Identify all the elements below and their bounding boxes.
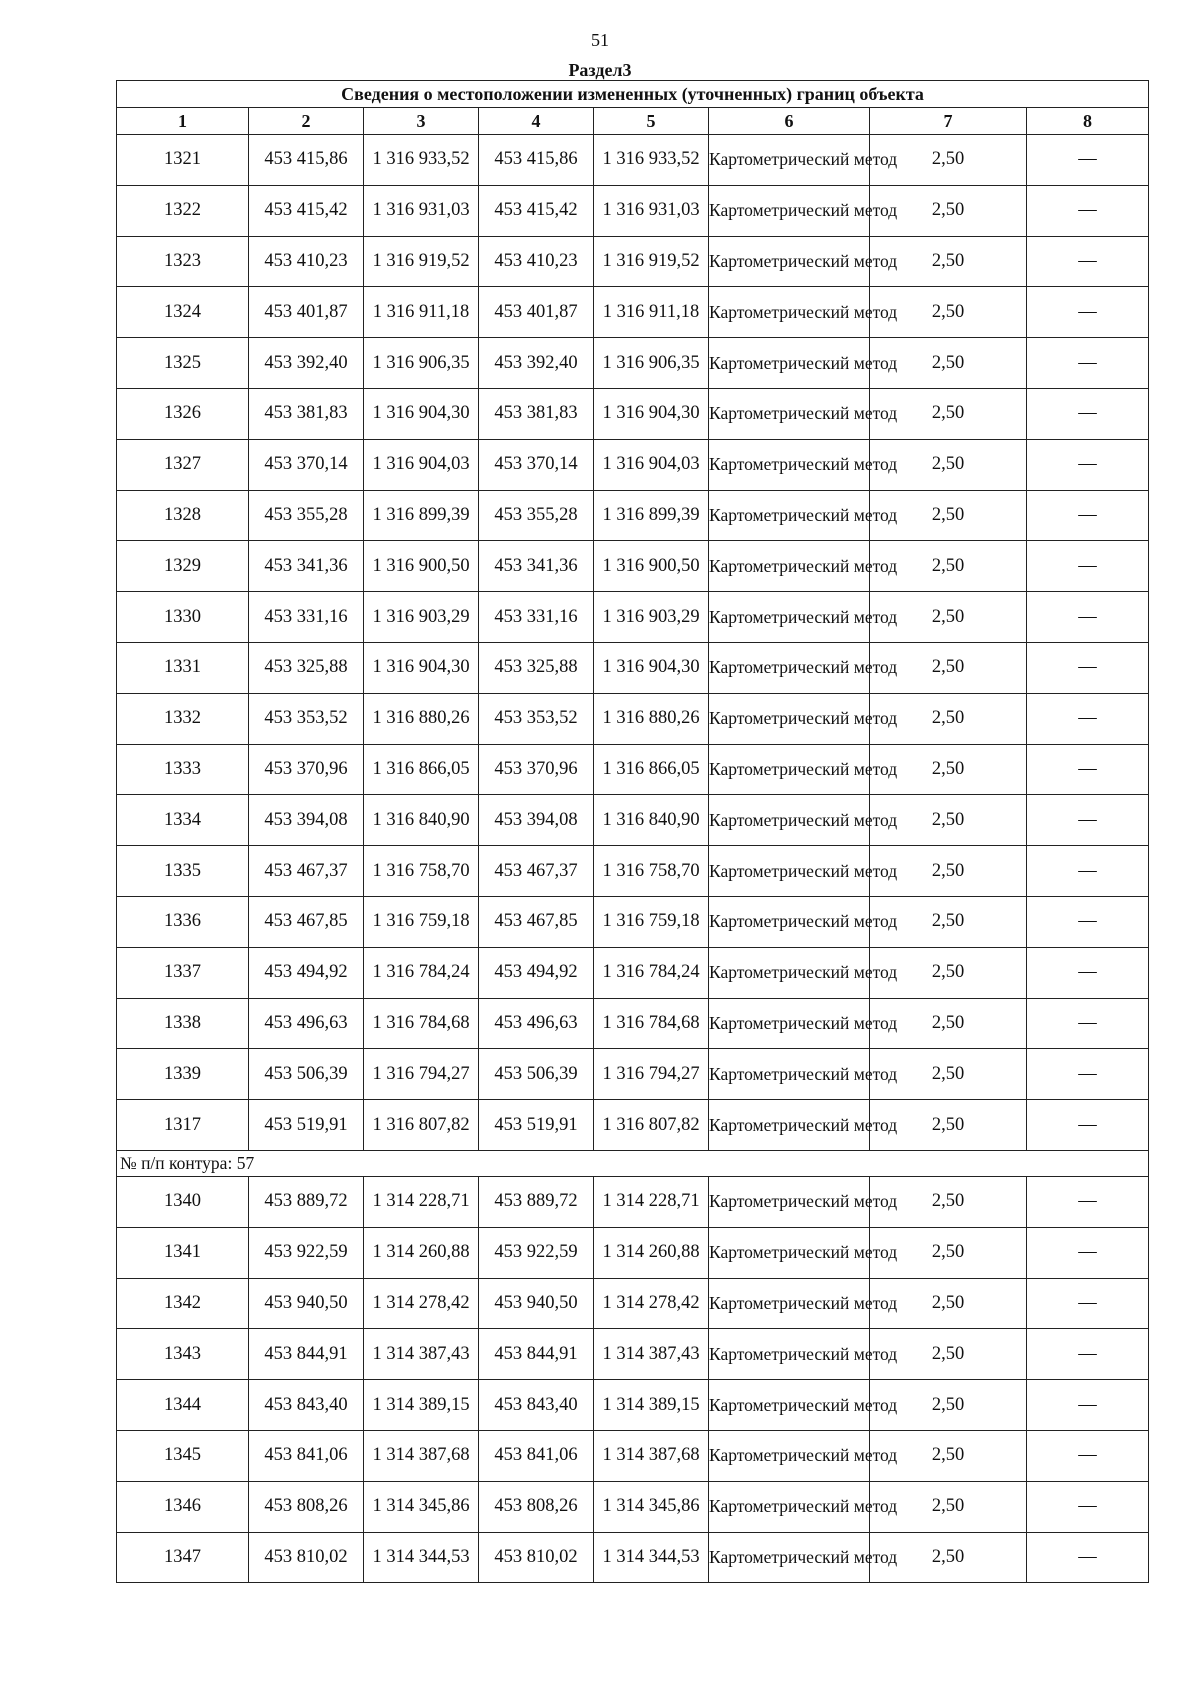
precision-cell: 2,50 (870, 338, 1027, 389)
x-old-cell: 453 506,39 (249, 1049, 364, 1100)
point-id-cell: 1331 (117, 642, 249, 693)
y-new-cell: 1 314 389,15 (594, 1380, 709, 1431)
point-id-cell: 1321 (117, 135, 249, 186)
point-id-cell: 1346 (117, 1481, 249, 1532)
y-old-cell: 1 316 933,52 (364, 135, 479, 186)
point-id-cell: 1324 (117, 287, 249, 338)
table-row (117, 1532, 1149, 1583)
x-old-cell: 453 370,96 (249, 744, 364, 795)
y-new-cell: 1 316 933,52 (594, 135, 709, 186)
note-cell: — (1027, 287, 1149, 338)
x-old-cell: 453 844,91 (249, 1329, 364, 1380)
y-new-cell: 1 316 904,30 (594, 388, 709, 439)
point-id-cell: 1325 (117, 338, 249, 389)
table-row (117, 287, 1149, 338)
y-new-cell: 1 314 387,68 (594, 1430, 709, 1481)
method-cell: Картометрический метод (709, 998, 870, 1049)
point-id-cell: 1340 (117, 1176, 249, 1227)
table-caption: Сведения о местоположении измененных (уточненных) границ объекта (117, 81, 1149, 108)
column-number: 3 (364, 108, 479, 135)
note-cell: — (1027, 338, 1149, 389)
method-cell: Картометрический метод (709, 287, 870, 338)
y-old-cell: 1 316 900,50 (364, 541, 479, 592)
table-row (117, 439, 1149, 490)
table-row (117, 1227, 1149, 1278)
x-new-cell: 453 370,14 (479, 439, 594, 490)
x-new-cell: 453 467,85 (479, 896, 594, 947)
precision-cell: 2,50 (870, 1100, 1027, 1151)
method-cell: Картометрический метод (709, 592, 870, 643)
x-new-cell: 453 370,96 (479, 744, 594, 795)
table-row (117, 1380, 1149, 1431)
note-cell: — (1027, 744, 1149, 795)
x-new-cell: 453 392,40 (479, 338, 594, 389)
note-cell: — (1027, 693, 1149, 744)
y-new-cell: 1 314 228,71 (594, 1176, 709, 1227)
x-old-cell: 453 415,86 (249, 135, 364, 186)
x-old-cell: 453 843,40 (249, 1380, 364, 1431)
precision-cell: 2,50 (870, 1430, 1027, 1481)
section-title: Раздел3 (568, 60, 632, 80)
precision-cell: 2,50 (870, 1329, 1027, 1380)
y-new-cell: 1 316 794,27 (594, 1049, 709, 1100)
x-new-cell: 453 496,63 (479, 998, 594, 1049)
x-old-cell: 453 889,72 (249, 1176, 364, 1227)
y-old-cell: 1 316 904,03 (364, 439, 479, 490)
y-old-cell: 1 316 784,68 (364, 998, 479, 1049)
precision-cell: 2,50 (870, 744, 1027, 795)
contour-row (117, 1150, 1149, 1176)
precision-cell: 2,50 (870, 490, 1027, 541)
precision-cell: 2,50 (870, 642, 1027, 693)
point-id-cell: 1330 (117, 592, 249, 643)
y-new-cell: 1 316 904,03 (594, 439, 709, 490)
x-new-cell: 453 415,42 (479, 185, 594, 236)
precision-cell: 2,50 (870, 592, 1027, 643)
method-cell: Картометрический метод (709, 1481, 870, 1532)
method-cell: Картометрический метод (709, 1049, 870, 1100)
x-old-cell: 453 325,88 (249, 642, 364, 693)
method-cell: Картометрический метод (709, 1227, 870, 1278)
column-number: 8 (1027, 108, 1149, 135)
precision-cell: 2,50 (870, 287, 1027, 338)
x-new-cell: 453 410,23 (479, 236, 594, 287)
y-new-cell: 1 316 903,29 (594, 592, 709, 643)
point-id-cell: 1339 (117, 1049, 249, 1100)
note-cell: — (1027, 1430, 1149, 1481)
y-old-cell: 1 316 759,18 (364, 896, 479, 947)
x-old-cell: 453 394,08 (249, 795, 364, 846)
precision-cell: 2,50 (870, 1532, 1027, 1583)
x-old-cell: 453 370,14 (249, 439, 364, 490)
x-new-cell: 453 415,86 (479, 135, 594, 186)
y-new-cell: 1 316 784,24 (594, 947, 709, 998)
note-cell: — (1027, 846, 1149, 897)
x-new-cell: 453 844,91 (479, 1329, 594, 1380)
method-cell: Картометрический метод (709, 795, 870, 846)
method-cell: Картометрический метод (709, 185, 870, 236)
y-old-cell: 1 316 784,24 (364, 947, 479, 998)
table-row (117, 490, 1149, 541)
precision-cell: 2,50 (870, 998, 1027, 1049)
method-cell: Картометрический метод (709, 338, 870, 389)
x-new-cell: 453 401,87 (479, 287, 594, 338)
note-cell: — (1027, 388, 1149, 439)
table-row (117, 744, 1149, 795)
precision-cell: 2,50 (870, 1278, 1027, 1329)
x-old-cell: 453 922,59 (249, 1227, 364, 1278)
y-old-cell: 1 316 904,30 (364, 642, 479, 693)
y-old-cell: 1 316 807,82 (364, 1100, 479, 1151)
x-new-cell: 453 331,16 (479, 592, 594, 643)
note-cell: — (1027, 1481, 1149, 1532)
x-old-cell: 453 467,85 (249, 896, 364, 947)
method-cell: Картометрический метод (709, 1100, 870, 1151)
y-old-cell: 1 316 840,90 (364, 795, 479, 846)
point-id-cell: 1317 (117, 1100, 249, 1151)
table-row (117, 388, 1149, 439)
note-cell: — (1027, 642, 1149, 693)
precision-cell: 2,50 (870, 135, 1027, 186)
y-new-cell: 1 316 900,50 (594, 541, 709, 592)
method-cell: Картометрический метод (709, 744, 870, 795)
y-old-cell: 1 316 899,39 (364, 490, 479, 541)
method-cell: Картометрический метод (709, 388, 870, 439)
y-new-cell: 1 314 260,88 (594, 1227, 709, 1278)
point-id-cell: 1327 (117, 439, 249, 490)
note-cell: — (1027, 1532, 1149, 1583)
note-cell: — (1027, 490, 1149, 541)
note-cell: — (1027, 896, 1149, 947)
y-old-cell: 1 314 345,86 (364, 1481, 479, 1532)
precision-cell: 2,50 (870, 236, 1027, 287)
column-number: 5 (594, 108, 709, 135)
x-new-cell: 453 940,50 (479, 1278, 594, 1329)
x-new-cell: 453 506,39 (479, 1049, 594, 1100)
table-row (117, 896, 1149, 947)
table-row (117, 236, 1149, 287)
x-new-cell: 453 889,72 (479, 1176, 594, 1227)
y-new-cell: 1 316 931,03 (594, 185, 709, 236)
method-cell: Картометрический метод (709, 236, 870, 287)
column-number: 7 (870, 108, 1027, 135)
y-new-cell: 1 316 899,39 (594, 490, 709, 541)
x-new-cell: 453 841,06 (479, 1430, 594, 1481)
column-number: 4 (479, 108, 594, 135)
method-cell: Картометрический метод (709, 490, 870, 541)
precision-cell: 2,50 (870, 388, 1027, 439)
point-id-cell: 1343 (117, 1329, 249, 1380)
precision-cell: 2,50 (870, 185, 1027, 236)
point-id-cell: 1341 (117, 1227, 249, 1278)
y-new-cell: 1 316 904,30 (594, 642, 709, 693)
y-old-cell: 1 316 758,70 (364, 846, 479, 897)
y-new-cell: 1 316 807,82 (594, 1100, 709, 1151)
y-new-cell: 1 316 759,18 (594, 896, 709, 947)
point-id-cell: 1322 (117, 185, 249, 236)
method-cell: Картометрический метод (709, 1532, 870, 1583)
y-new-cell: 1 316 880,26 (594, 693, 709, 744)
y-new-cell: 1 316 866,05 (594, 744, 709, 795)
table-row (117, 338, 1149, 389)
point-id-cell: 1345 (117, 1430, 249, 1481)
precision-cell: 2,50 (870, 693, 1027, 744)
precision-cell: 2,50 (870, 795, 1027, 846)
point-id-cell: 1347 (117, 1532, 249, 1583)
note-cell: — (1027, 135, 1149, 186)
point-id-cell: 1344 (117, 1380, 249, 1431)
x-new-cell: 453 353,52 (479, 693, 594, 744)
x-old-cell: 453 467,37 (249, 846, 364, 897)
table-row (117, 185, 1149, 236)
note-cell: — (1027, 592, 1149, 643)
y-old-cell: 1 316 794,27 (364, 1049, 479, 1100)
x-old-cell: 453 410,23 (249, 236, 364, 287)
table-row (117, 1329, 1149, 1380)
table-row (117, 795, 1149, 846)
x-old-cell: 453 341,36 (249, 541, 364, 592)
table-row (117, 1176, 1149, 1227)
point-id-cell: 1323 (117, 236, 249, 287)
table-row (117, 541, 1149, 592)
note-cell: — (1027, 947, 1149, 998)
note-cell: — (1027, 439, 1149, 490)
x-old-cell: 453 392,40 (249, 338, 364, 389)
y-new-cell: 1 316 911,18 (594, 287, 709, 338)
y-old-cell: 1 314 228,71 (364, 1176, 479, 1227)
x-old-cell: 453 415,42 (249, 185, 364, 236)
precision-cell: 2,50 (870, 1380, 1027, 1431)
x-new-cell: 453 394,08 (479, 795, 594, 846)
note-cell: — (1027, 1278, 1149, 1329)
y-new-cell: 1 314 345,86 (594, 1481, 709, 1532)
point-id-cell: 1326 (117, 388, 249, 439)
method-cell: Картометрический метод (709, 947, 870, 998)
x-old-cell: 453 494,92 (249, 947, 364, 998)
table-row (117, 846, 1149, 897)
x-new-cell: 453 519,91 (479, 1100, 594, 1151)
point-id-cell: 1332 (117, 693, 249, 744)
table-row (117, 1481, 1149, 1532)
x-old-cell: 453 401,87 (249, 287, 364, 338)
table-row (117, 1100, 1149, 1151)
precision-cell: 2,50 (870, 1481, 1027, 1532)
table-body (117, 135, 1149, 1583)
x-new-cell: 453 494,92 (479, 947, 594, 998)
note-cell: — (1027, 795, 1149, 846)
note-cell: — (1027, 1227, 1149, 1278)
y-new-cell: 1 314 278,42 (594, 1278, 709, 1329)
x-old-cell: 453 355,28 (249, 490, 364, 541)
y-new-cell: 1 314 387,43 (594, 1329, 709, 1380)
method-cell: Картометрический метод (709, 693, 870, 744)
method-cell: Картометрический метод (709, 1380, 870, 1431)
method-cell: Картометрический метод (709, 846, 870, 897)
method-cell: Картометрический метод (709, 642, 870, 693)
y-old-cell: 1 316 931,03 (364, 185, 479, 236)
y-new-cell: 1 316 758,70 (594, 846, 709, 897)
note-cell: — (1027, 236, 1149, 287)
point-id-cell: 1336 (117, 896, 249, 947)
note-cell: — (1027, 1380, 1149, 1431)
note-cell: — (1027, 185, 1149, 236)
table-row (117, 1430, 1149, 1481)
y-old-cell: 1 316 866,05 (364, 744, 479, 795)
method-cell: Картометрический метод (709, 1278, 870, 1329)
table-row (117, 642, 1149, 693)
note-cell: — (1027, 1329, 1149, 1380)
x-new-cell: 453 810,02 (479, 1532, 594, 1583)
x-old-cell: 453 331,16 (249, 592, 364, 643)
column-number: 1 (117, 108, 249, 135)
y-new-cell: 1 316 784,68 (594, 998, 709, 1049)
x-new-cell: 453 341,36 (479, 541, 594, 592)
x-new-cell: 453 355,28 (479, 490, 594, 541)
precision-cell: 2,50 (870, 439, 1027, 490)
method-cell: Картометрический метод (709, 896, 870, 947)
point-id-cell: 1329 (117, 541, 249, 592)
table-row (117, 592, 1149, 643)
note-cell: — (1027, 1176, 1149, 1227)
table-row (117, 693, 1149, 744)
y-new-cell: 1 314 344,53 (594, 1532, 709, 1583)
point-id-cell: 1337 (117, 947, 249, 998)
y-old-cell: 1 316 911,18 (364, 287, 479, 338)
column-number-row (117, 108, 1149, 135)
boundary-table (116, 80, 1149, 1583)
column-number: 6 (709, 108, 870, 135)
y-old-cell: 1 316 880,26 (364, 693, 479, 744)
x-new-cell: 453 808,26 (479, 1481, 594, 1532)
x-old-cell: 453 940,50 (249, 1278, 364, 1329)
y-old-cell: 1 314 389,15 (364, 1380, 479, 1431)
precision-cell: 2,50 (870, 896, 1027, 947)
point-id-cell: 1335 (117, 846, 249, 897)
x-old-cell: 453 353,52 (249, 693, 364, 744)
y-old-cell: 1 314 387,68 (364, 1430, 479, 1481)
table-row (117, 947, 1149, 998)
note-cell: — (1027, 1100, 1149, 1151)
y-old-cell: 1 316 919,52 (364, 236, 479, 287)
precision-cell: 2,50 (870, 1176, 1027, 1227)
x-new-cell: 453 381,83 (479, 388, 594, 439)
y-old-cell: 1 316 903,29 (364, 592, 479, 643)
x-new-cell: 453 467,37 (479, 846, 594, 897)
x-old-cell: 453 496,63 (249, 998, 364, 1049)
precision-cell: 2,50 (870, 1227, 1027, 1278)
method-cell: Картометрический метод (709, 1329, 870, 1380)
y-new-cell: 1 316 840,90 (594, 795, 709, 846)
y-old-cell: 1 314 344,53 (364, 1532, 479, 1583)
y-new-cell: 1 316 906,35 (594, 338, 709, 389)
y-new-cell: 1 316 919,52 (594, 236, 709, 287)
x-old-cell: 453 519,91 (249, 1100, 364, 1151)
column-number: 2 (249, 108, 364, 135)
y-old-cell: 1 316 904,30 (364, 388, 479, 439)
x-new-cell: 453 922,59 (479, 1227, 594, 1278)
method-cell: Картометрический метод (709, 1176, 870, 1227)
page-number: 51 (591, 30, 609, 50)
precision-cell: 2,50 (870, 541, 1027, 592)
method-cell: Картометрический метод (709, 541, 870, 592)
note-cell: — (1027, 998, 1149, 1049)
method-cell: Картометрический метод (709, 1430, 870, 1481)
x-old-cell: 453 810,02 (249, 1532, 364, 1583)
contour-label: № п/п контура: 57 (117, 1150, 1149, 1176)
x-old-cell: 453 381,83 (249, 388, 364, 439)
y-old-cell: 1 316 906,35 (364, 338, 479, 389)
precision-cell: 2,50 (870, 947, 1027, 998)
note-cell: — (1027, 1049, 1149, 1100)
x-old-cell: 453 841,06 (249, 1430, 364, 1481)
point-id-cell: 1328 (117, 490, 249, 541)
x-new-cell: 453 843,40 (479, 1380, 594, 1431)
table-row (117, 998, 1149, 1049)
table-row (117, 135, 1149, 186)
y-old-cell: 1 314 260,88 (364, 1227, 479, 1278)
point-id-cell: 1338 (117, 998, 249, 1049)
x-new-cell: 453 325,88 (479, 642, 594, 693)
x-old-cell: 453 808,26 (249, 1481, 364, 1532)
y-old-cell: 1 314 387,43 (364, 1329, 479, 1380)
note-cell: — (1027, 541, 1149, 592)
method-cell: Картометрический метод (709, 439, 870, 490)
table-row (117, 1278, 1149, 1329)
precision-cell: 2,50 (870, 846, 1027, 897)
precision-cell: 2,50 (870, 1049, 1027, 1100)
point-id-cell: 1342 (117, 1278, 249, 1329)
method-cell: Картометрический метод (709, 135, 870, 186)
point-id-cell: 1334 (117, 795, 249, 846)
y-old-cell: 1 314 278,42 (364, 1278, 479, 1329)
point-id-cell: 1333 (117, 744, 249, 795)
table-row (117, 1049, 1149, 1100)
